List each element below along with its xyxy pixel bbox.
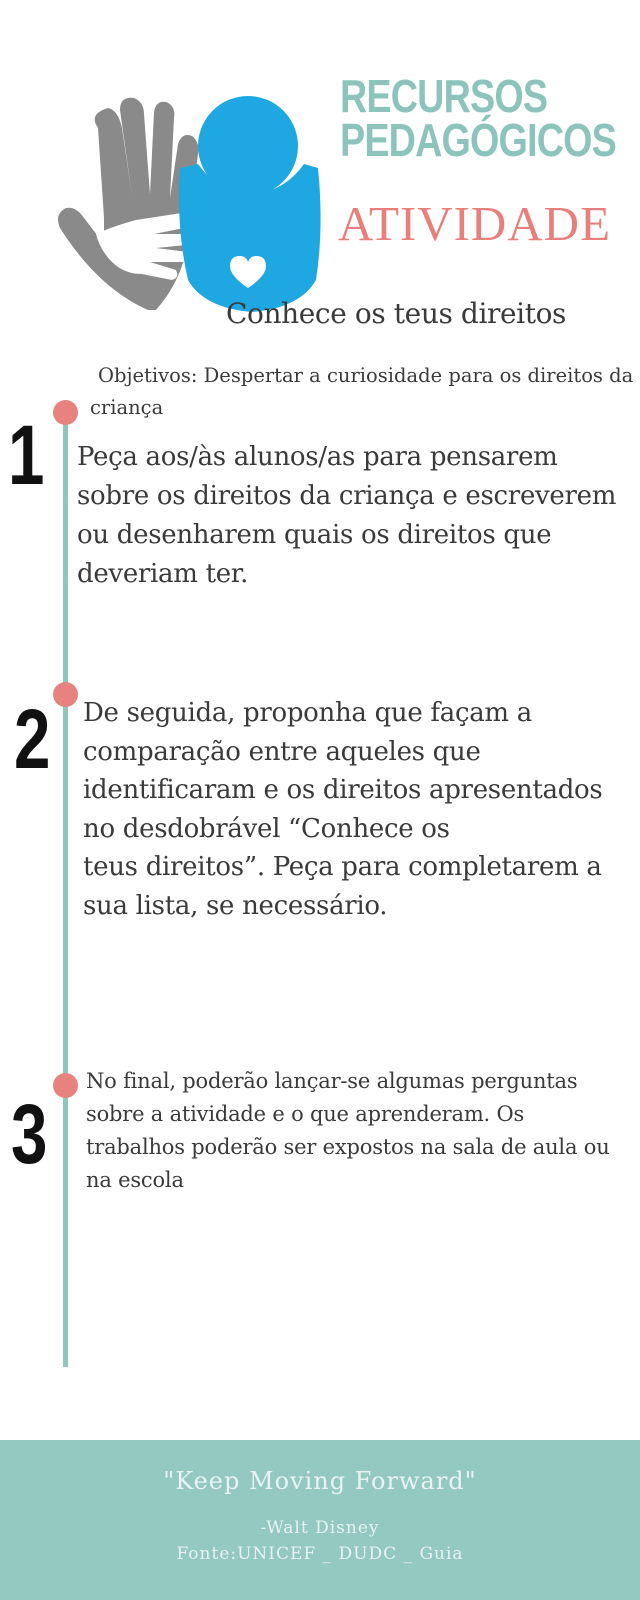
footer-quote: "Keep Moving Forward" — [163, 1467, 477, 1495]
child-head-shape — [198, 96, 298, 196]
gray-hand-shape — [58, 98, 198, 310]
timeline-dot-2 — [53, 682, 78, 707]
timeline-dot-3 — [53, 1073, 78, 1098]
step-text-2: De seguida, proponha que façam a comparação entre aqueles que identificaram e os direitos apresentados no desdobrável “Conhece os teus direitos”. Peça para completarem a sua lista, se necessário. — [83, 698, 603, 921]
section-subtitle: ATIVIDADE — [338, 196, 611, 251]
timeline-line — [63, 412, 68, 1367]
hands-child-logo-icon — [38, 48, 328, 328]
step-number-3: 3 — [11, 1087, 48, 1181]
step-text-3: No final, poderão lançar-se algumas perguntas sobre a atividade e o que aprenderam. Os trabalhos poderão ser expostos na sala de aula ou na escola — [86, 1069, 610, 1192]
footer-author: -Walt Disney — [260, 1518, 380, 1538]
step-number-2: 2 — [14, 692, 51, 786]
page-title-line2: PEDAGÓGICOS — [340, 114, 617, 166]
page-title-line1: RECURSOS — [340, 70, 548, 122]
activity-name: Conhece os teus direitos — [226, 297, 566, 330]
objective-text: Objetivos: Despertar a curiosidade para os direitos da criança — [90, 364, 634, 419]
timeline-dot-1 — [53, 400, 78, 425]
footer-source: Fonte:UNICEF _ DUDC _ Guia — [176, 1544, 464, 1564]
step-number-1: 1 — [8, 408, 45, 502]
step-text-1: Peça aos/às alunos/as para pensarem sobre os direitos da criança e escreverem ou desenharem quais os direitos que deveriam ter. — [77, 442, 617, 589]
